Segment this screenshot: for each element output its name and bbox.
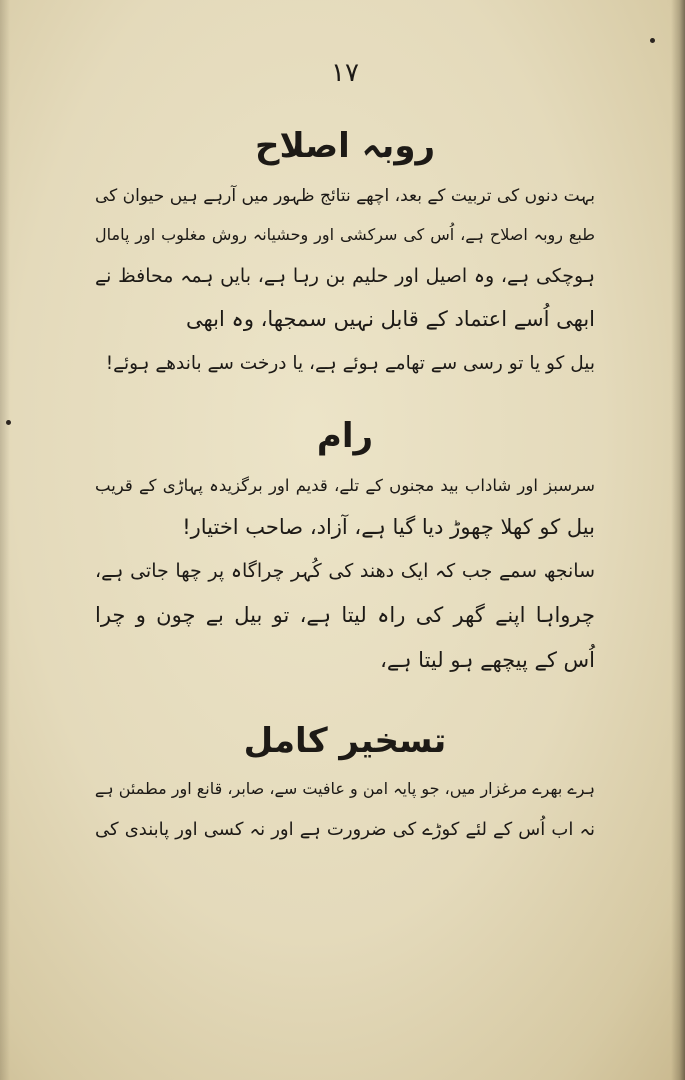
text-line: نہ اب اُس کے لئے کوڑے کی ضرورت ہے اور نہ کسی اور پابندی کی: [95, 819, 595, 841]
text-line: بیل کو کھلا چھوڑ دیا گیا ہے، آزاد، صاحب اختیار!: [182, 514, 595, 539]
section-heading: روبہ اصلاح: [254, 126, 436, 166]
text-line: طبع روبہ اصلاح ہے، اُس کی سرکشی اور وحشیانہ روش مغلوب اور پامال: [95, 224, 595, 244]
text-line: ابھی اُسے اعتماد کے قابل نہیں سمجھا، وہ ابھی: [185, 307, 595, 332]
text-line: بہت دنوں کی تربیت کے بعد، اچھے نتائج ظہور میں آرہے ہیں حیوان کی: [95, 185, 595, 206]
text-line: اُس کے پیچھے ہو لیتا ہے،: [380, 648, 595, 673]
text-line: ہرے بھرے مرغزار میں، جو پایہ امن و عافیت سے، صابر، قانع اور مطمئن ہے: [94, 779, 595, 799]
text-line: ہوچکی ہے، وہ اصیل اور حلیم بن رہا ہے، بایں ہمہ محافظ نے: [95, 264, 595, 287]
ink-speck: [650, 38, 655, 43]
page-content: [95, 50, 595, 1050]
section-rooba-islah: [95, 126, 595, 376]
text-line: بیل کو یا تو رسی سے تھامے ہوئے ہے، یا درخت سے باندھے ہوئے!: [105, 352, 595, 374]
section-raam: [95, 416, 595, 675]
section-taskheer-kamil: [95, 721, 595, 842]
section-heading: تسخیر کامل: [243, 720, 447, 761]
text-line: سانجھ سمے جب کہ ایک دھند کی کُہر چراگاہ پر چھا جاتی ہے،: [95, 560, 595, 583]
page-edge-shadow: [671, 0, 685, 1080]
text-line: سرسبز اور شاداب بید مجنوں کے تلے، قدیم اور برگزیدہ پہاڑی کے قریب: [95, 475, 595, 495]
page-number: ۱۷: [331, 58, 359, 88]
page-left-shadow: [0, 0, 10, 1080]
section-heading: رام: [316, 415, 374, 456]
text-line: چرواہا اپنے گھر کی راہ لیتا ہے، تو بیل بے چون و چرا: [95, 602, 595, 627]
ink-speck: [6, 420, 11, 425]
